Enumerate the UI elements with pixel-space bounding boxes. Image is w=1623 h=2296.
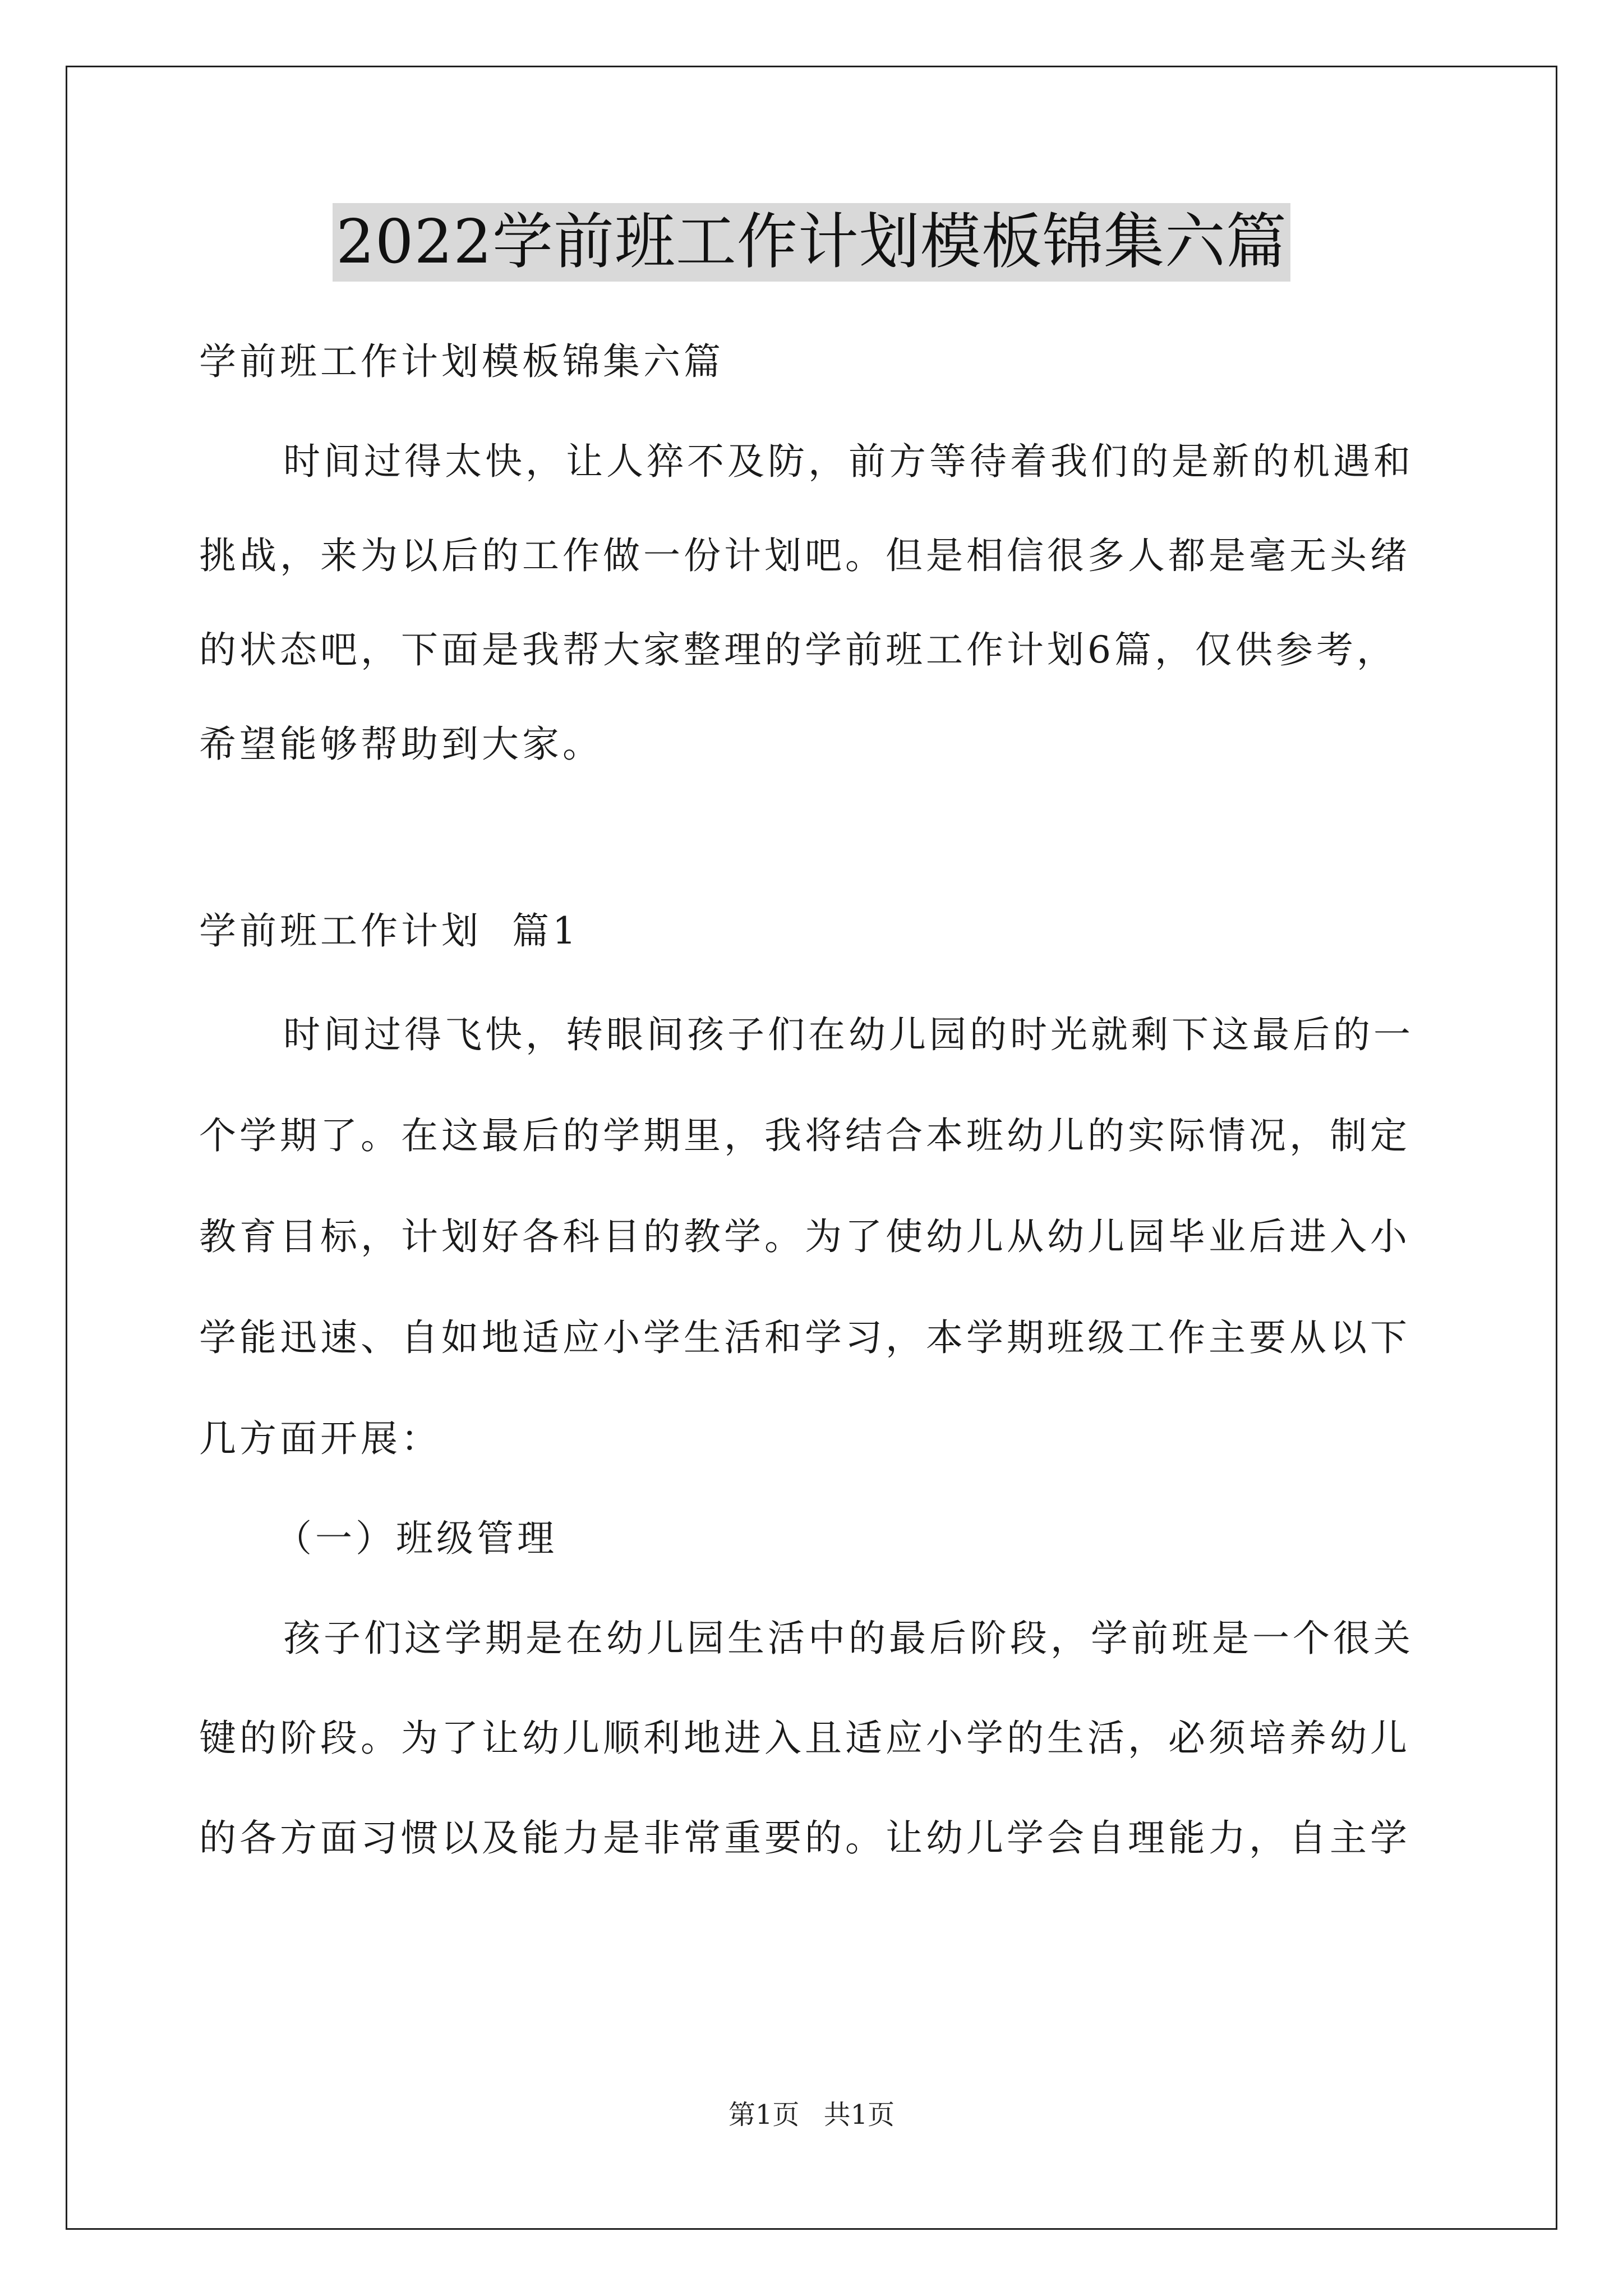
paragraph-line: 几方面开展：: [199, 1417, 441, 1460]
document-body: [199, 314, 1430, 1864]
paragraph-line: 的各方面习惯以及能力是非常重要的。让幼儿学会自理能力，自主学: [199, 1816, 1410, 1860]
paragraph-line: 孩子们这学期是在幼儿园生活中的最后阶段，学前班是一个很关: [283, 1617, 1414, 1660]
paragraph-line: 个学期了。在这最后的学期里，我将结合本班幼儿的实际情况，制定: [199, 1114, 1410, 1157]
paragraph-line: 键的阶段。为了让幼儿顺利地进入且适应小学的生活，必须培养幼儿: [199, 1717, 1410, 1760]
intro-line: 挑战，来为以后的工作做一份计划吧。但是相信很多人都是毫无头绪: [199, 534, 1410, 577]
paragraph-line: 时间过得飞快，转眼间孩子们在幼儿园的时光就剩下这最后的一: [283, 1013, 1414, 1056]
paragraph-line: 教育目标，计划好各科目的教学。为了使幼儿从幼儿园毕业后进入小: [199, 1215, 1410, 1258]
paragraph-line: 学能迅速、自如地适应小学生活和学习，本学期班级工作主要从以下: [199, 1316, 1410, 1359]
sub-heading: （一）班级管理: [275, 1517, 557, 1560]
document-title: 2022学前班工作计划模板锦集六篇: [333, 203, 1290, 282]
document-subtitle: 学前班工作计划模板锦集六篇: [199, 340, 724, 383]
paragraph-2: [199, 1613, 1430, 1864]
intro-line: 时间过得太快，让人猝不及防，前方等待着我们的是新的机遇和: [283, 440, 1414, 483]
intro-line: 希望能够帮助到大家。: [199, 723, 603, 766]
paragraph-1: [199, 1010, 1430, 1464]
intro-paragraph: [199, 436, 1430, 770]
page-footer: [0, 2098, 1623, 2132]
page-total: 共1页: [823, 2099, 895, 2131]
intro-line: 的状态吧，下面是我帮大家整理的学前班工作计划6篇，仅供参考，: [199, 628, 1397, 671]
section-heading: 学前班工作计划 篇1: [199, 909, 579, 953]
title-container: [0, 203, 1623, 282]
page-number: 第1页: [728, 2099, 800, 2131]
